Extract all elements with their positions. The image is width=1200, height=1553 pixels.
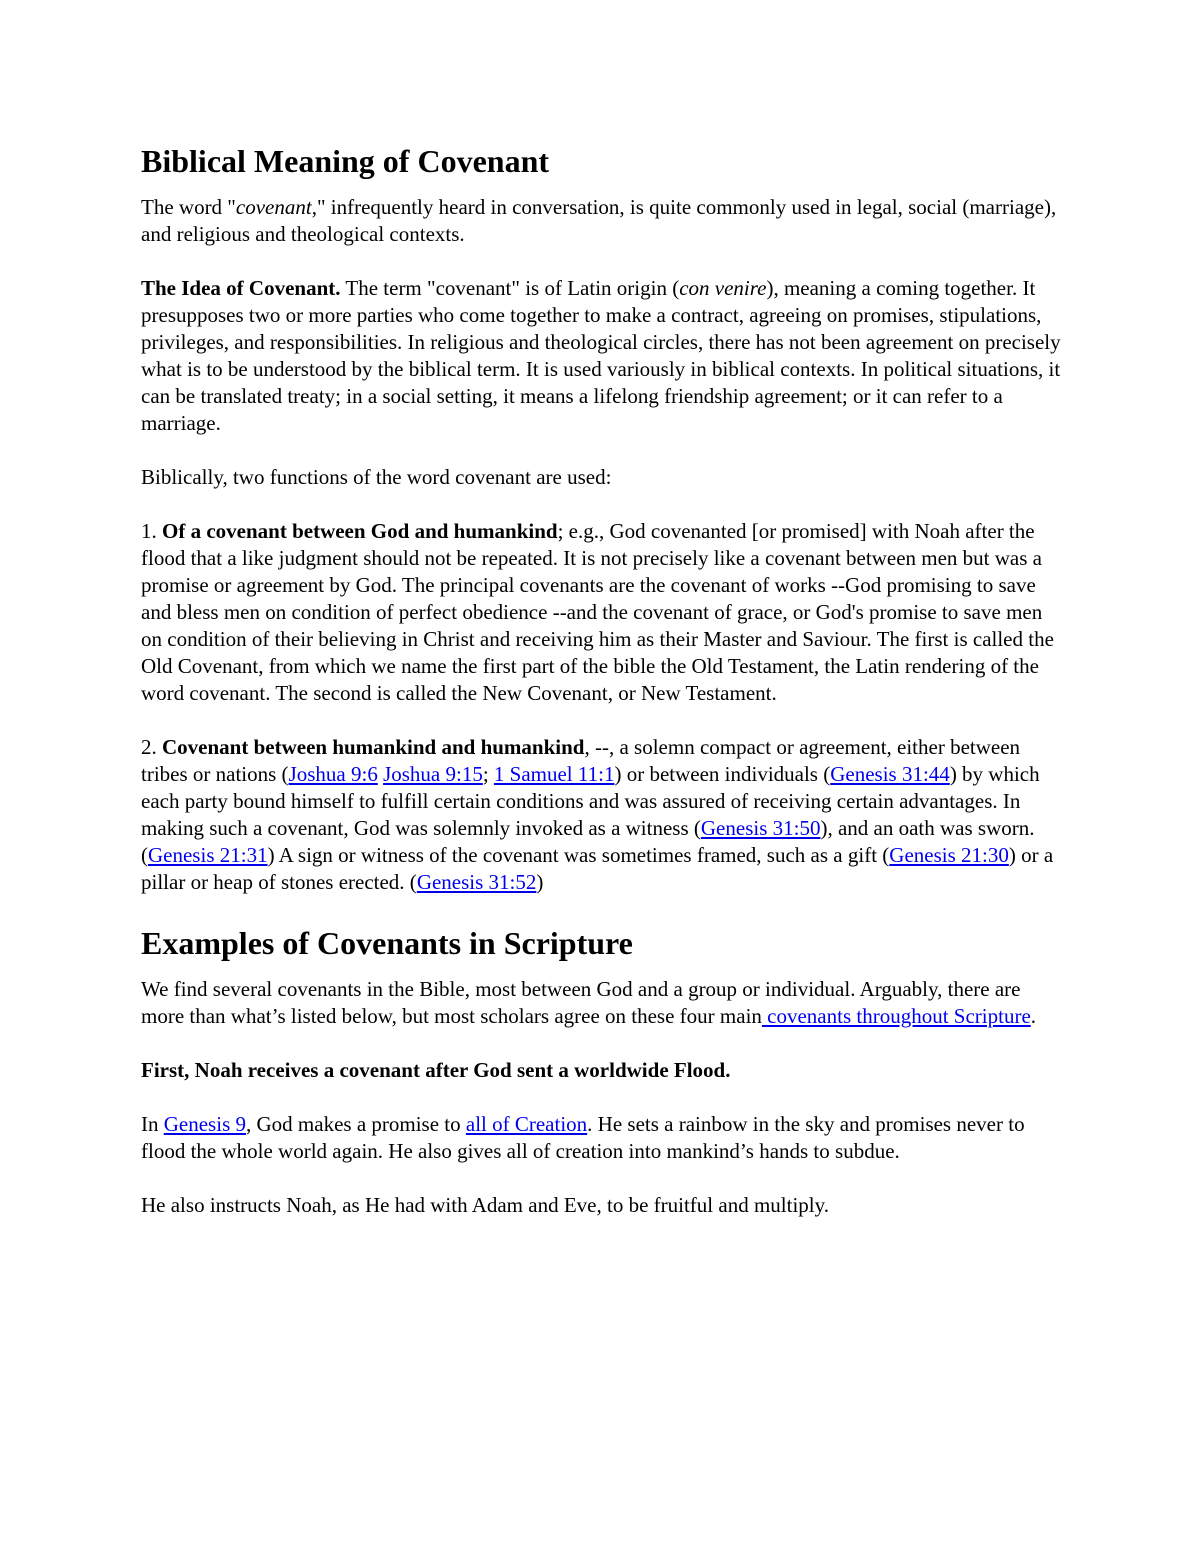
p2-emphasis: con venire <box>679 276 767 300</box>
p5-lead-in: Covenant between humankind and humankind <box>162 735 585 759</box>
document-page <box>141 138 1066 1219</box>
link-genesis-21-30[interactable]: Genesis 21:30 <box>889 843 1009 867</box>
paragraph-function-one <box>141 518 1066 707</box>
p6-text-b: . <box>1030 1004 1037 1028</box>
p5-text-9: ) <box>536 870 544 894</box>
heading-biblical-meaning: Biblical Meaning of Covenant <box>141 143 550 179</box>
p8-text-b: , God makes a promise to <box>246 1112 466 1136</box>
link-genesis-21-31[interactable]: Genesis 21:31 <box>148 843 268 867</box>
link-all-of-creation[interactable]: all of Creation <box>465 1112 588 1136</box>
p1-emphasis: covenant <box>235 195 312 219</box>
p8-text-c: . He sets a rainbow in the sky and promises never to flood the whole world again. He also gives all of creation into mankind’s hands to subdue. <box>141 1112 1025 1163</box>
p4-number: 1. <box>141 519 162 543</box>
p5-text-8: ) or a pillar or heap of stones erected. ( <box>141 843 1054 894</box>
heading-examples-of-covenants: Examples of Covenants in Scripture <box>141 925 633 961</box>
p4-lead-in: Of a covenant between God and humankind <box>162 519 558 543</box>
p2-text-b: ), meaning a coming together. It presupposes two or more parties who come together to make a contract, agreeing on promises, stipulations, privileges, and responsibilities. In religious and theological circles, there has not been agreement on precisely what is to be understood by the biblical term. It is used variously in biblical contexts. In political situations, it can be translated treaty; in a social setting, it means a lifelong friendship agreement; or it can refer to a marriage. <box>141 276 1061 435</box>
p8-text-a: In <box>141 1112 164 1136</box>
p4-text: ; e.g., God covenanted [or promised] with Noah after the flood that a like judgment should not be repeated. It is not precisely like a covenant between men but was a promise or agreement by God. The principal covenants are the covenant of works --God promising to save and bless men on condition of perfect obedience --and the covenant of grace, or God's promise to save men on condition of their believing in Christ and receiving him as their Master and Saviour. The first is called the Old Covenant, from which we name the first part of the bible the Old Testament, the Latin rendering of the word covenant. The second is called the New Covenant, or New Testament. <box>141 519 1054 705</box>
paragraph-fruitful-multiply: He also instructs Noah, as He had with Adam and Eve, to be fruitful and multiply. <box>141 1193 829 1217</box>
p5-number: 2. <box>141 735 162 759</box>
link-genesis-9[interactable]: Genesis 9 <box>163 1112 246 1136</box>
link-covenants-throughout-scripture[interactable]: covenants throughout Scripture <box>761 1004 1031 1028</box>
link-1-samuel-11-1[interactable]: 1 Samuel 11:1 <box>493 762 615 786</box>
p5-text-4: ) or between individuals ( <box>614 762 831 786</box>
paragraph-genesis-9 <box>141 1111 1066 1165</box>
p7-bold: First, Noah receives a covenant after God sent a worldwide Flood. <box>141 1058 731 1082</box>
link-genesis-31-52[interactable]: Genesis 31:52 <box>416 870 537 894</box>
p5-text-6: ), and an oath was sworn. ( <box>141 816 1035 867</box>
p5-text-1: , --, a solemn compact or agreement, either between tribes or nations ( <box>141 735 1021 786</box>
paragraph-noah-covenant-heading <box>141 1057 1066 1084</box>
paragraph-idea-of-covenant <box>141 275 1066 437</box>
p5-text-3: ; <box>482 762 494 786</box>
paragraph-word-covenant <box>141 194 1066 248</box>
p5-text-7: ) A sign or witness of the covenant was sometimes framed, such as a gift ( <box>267 843 890 867</box>
p5-text-5: ) by which each party bound himself to fulfill certain conditions and was assured of receiving certain advantages. In making such a covenant, God was solemnly invoked as a witness ( <box>141 762 1040 840</box>
paragraph-several-covenants <box>141 976 1066 1030</box>
p6-text-a: We find several covenants in the Bible, most between God and a group or individual. Arguably, there are more than what’s listed below, but most scholars agree on these four main <box>141 977 1021 1028</box>
p2-lead-in: The Idea of Covenant. <box>141 276 341 300</box>
link-joshua-9-15[interactable]: Joshua 9:15 <box>383 762 483 786</box>
link-genesis-31-44[interactable]: Genesis 31:44 <box>830 762 950 786</box>
link-genesis-31-50[interactable]: Genesis 31:50 <box>700 816 821 840</box>
paragraph-two-functions: Biblically, two functions of the word covenant are used: <box>141 465 612 489</box>
paragraph-function-two <box>141 734 1066 896</box>
p2-text-a: The term "covenant" is of Latin origin ( <box>340 276 680 300</box>
link-joshua-9-6[interactable]: Joshua 9:6 <box>288 762 378 786</box>
p1-text-a: The word " <box>141 195 236 219</box>
p1-text-b: ," infrequently heard in conversation, is quite commonly used in legal, social (marriage), and religious and theological contexts. <box>141 195 1057 246</box>
